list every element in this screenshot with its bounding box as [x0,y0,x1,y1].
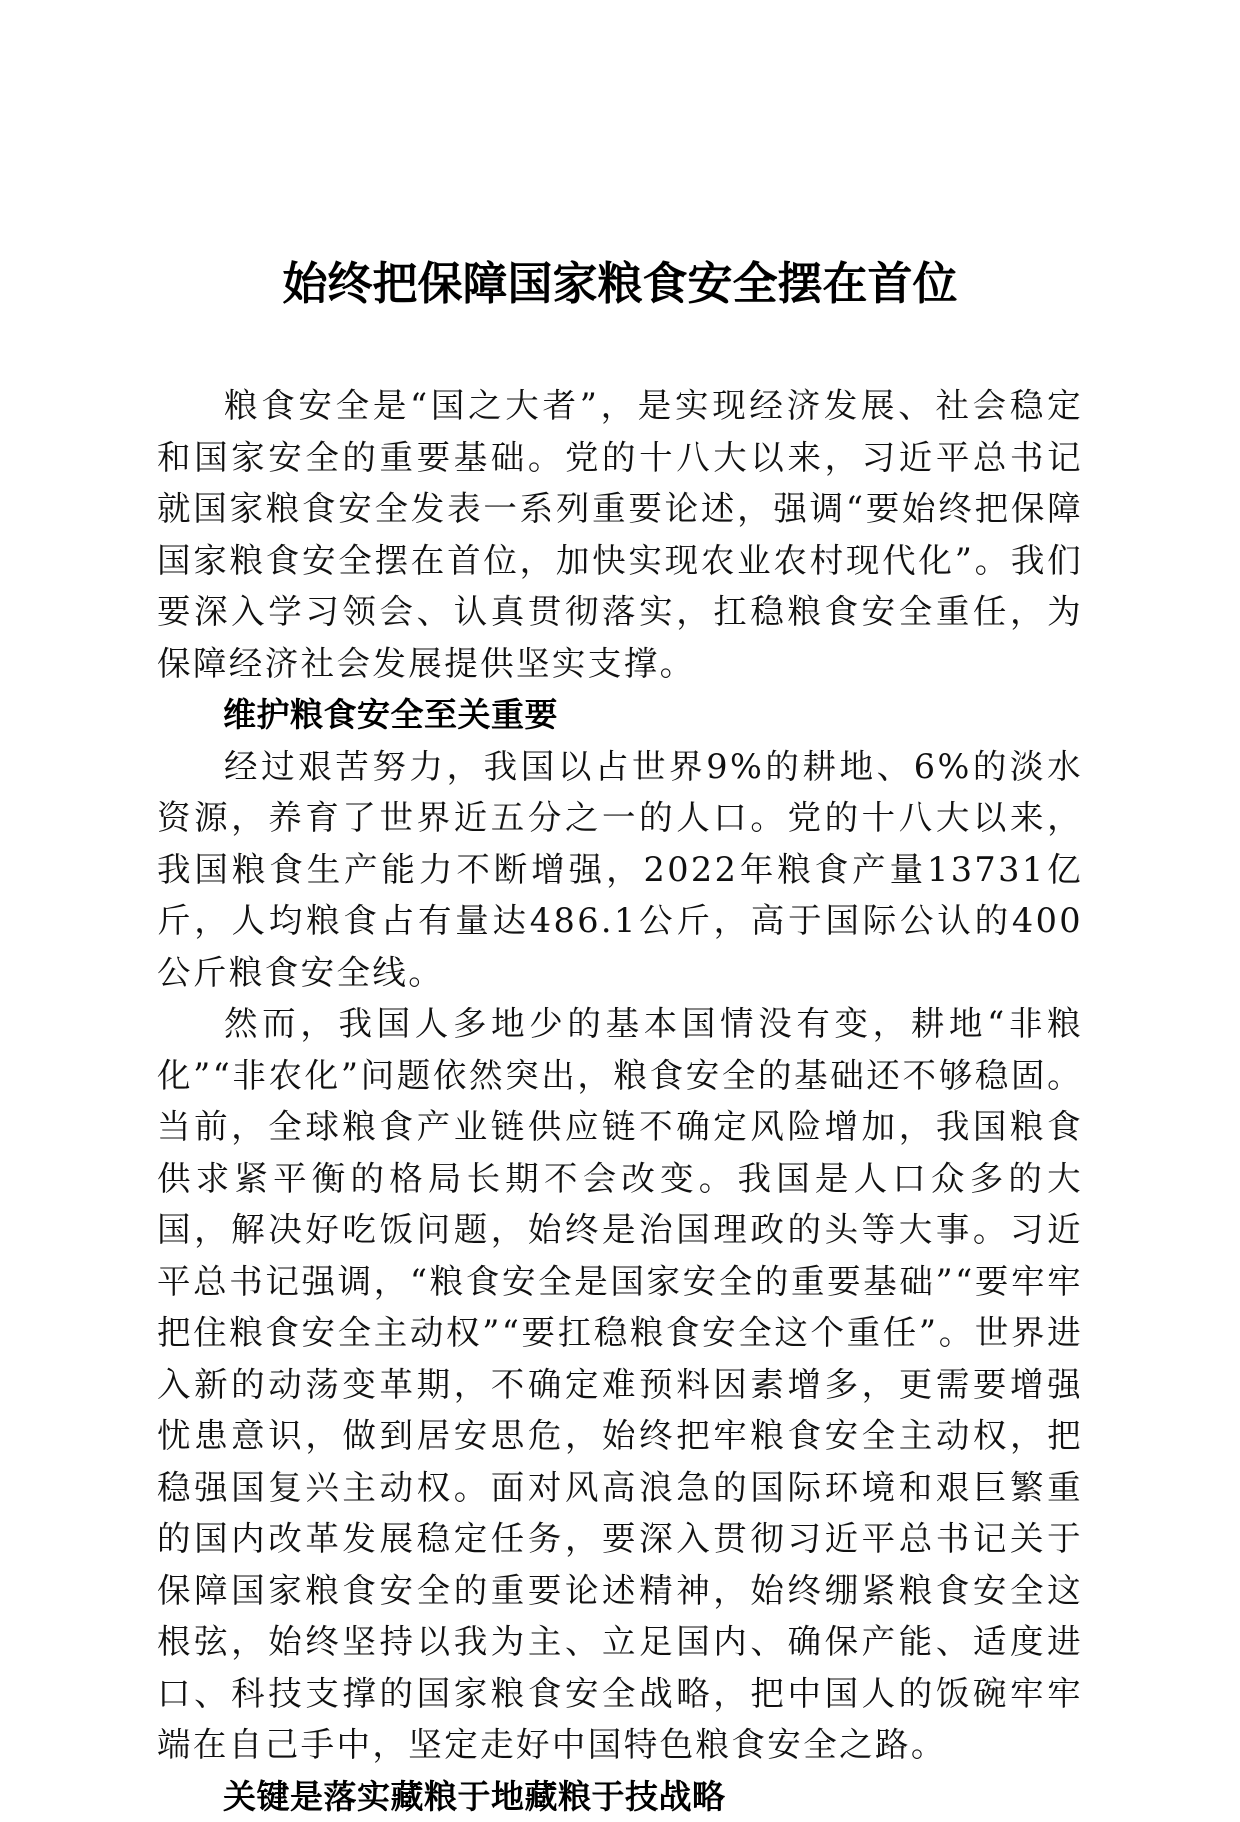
paragraph: 然而，我国人多地少的基本国情没有变，耕地“非粮化”“非农化”问题依然突出，粮食安全的基础还不够稳固。当前，全球粮食产业链供应链不确定风险增加，我国粮食供求紧平衡的格局长期不会改变。我国是人口众多的大国，解决好吃饭问题，始终是治国理政的头等大事。习近平总书记强调，“粮食安全是国家安全的重要基础”“要牢牢把住粮食安全主动权”“要扛稳粮食安全这个重任”。世界进入新的动荡变革期，不确定难预料因素增多，更需要增强忧患意识，做到居安思危，始终把牢粮食安全主动权，把稳强国复兴主动权。面对风高浪急的国际环境和艰巨繁重的国内改革发展稳定任务，要深入贯彻习近平总书记关于保障国家粮食安全的重要论述精神，始终绷紧粮食安全这根弦，始终坚持以我为主、立足国内、确保产能、适度进口、科技支撑的国家粮食安全战略，把中国人的饭碗牢牢端在自己手中，坚定走好中国特色粮食安全之路。 [157,998,1083,1771]
document-title: 始终把保障国家粮食安全摆在首位 [0,254,1240,314]
paragraph: 粮食安全是“国之大者”，是实现经济发展、社会稳定和国家安全的重要基础。党的十八大以来，习近平总书记就国家粮食安全发表一系列重要论述，强调“要始终把保障国家粮食安全摆在首位，加快实现农业农村现代化”。我们要深入学习领会、认真贯彻落实，扛稳粮食安全重任，为保障经济社会发展提供坚实支撑。 [157,380,1083,689]
paragraph: 经过艰苦努力，我国以占世界9%的耕地、6%的淡水资源，养育了世界近五分之一的人口。党的十八大以来，我国粮食生产能力不断增强，2022年粮食产量13731亿斤，人均粮食占有量达486.1公斤，高于国际公认的400公斤粮食安全线。 [157,741,1083,999]
section-heading: 维护粮食安全至关重要 [157,689,1083,741]
document-body [157,380,1083,1822]
section-heading: 关键是落实藏粮于地藏粮于技战略 [157,1771,1083,1822]
